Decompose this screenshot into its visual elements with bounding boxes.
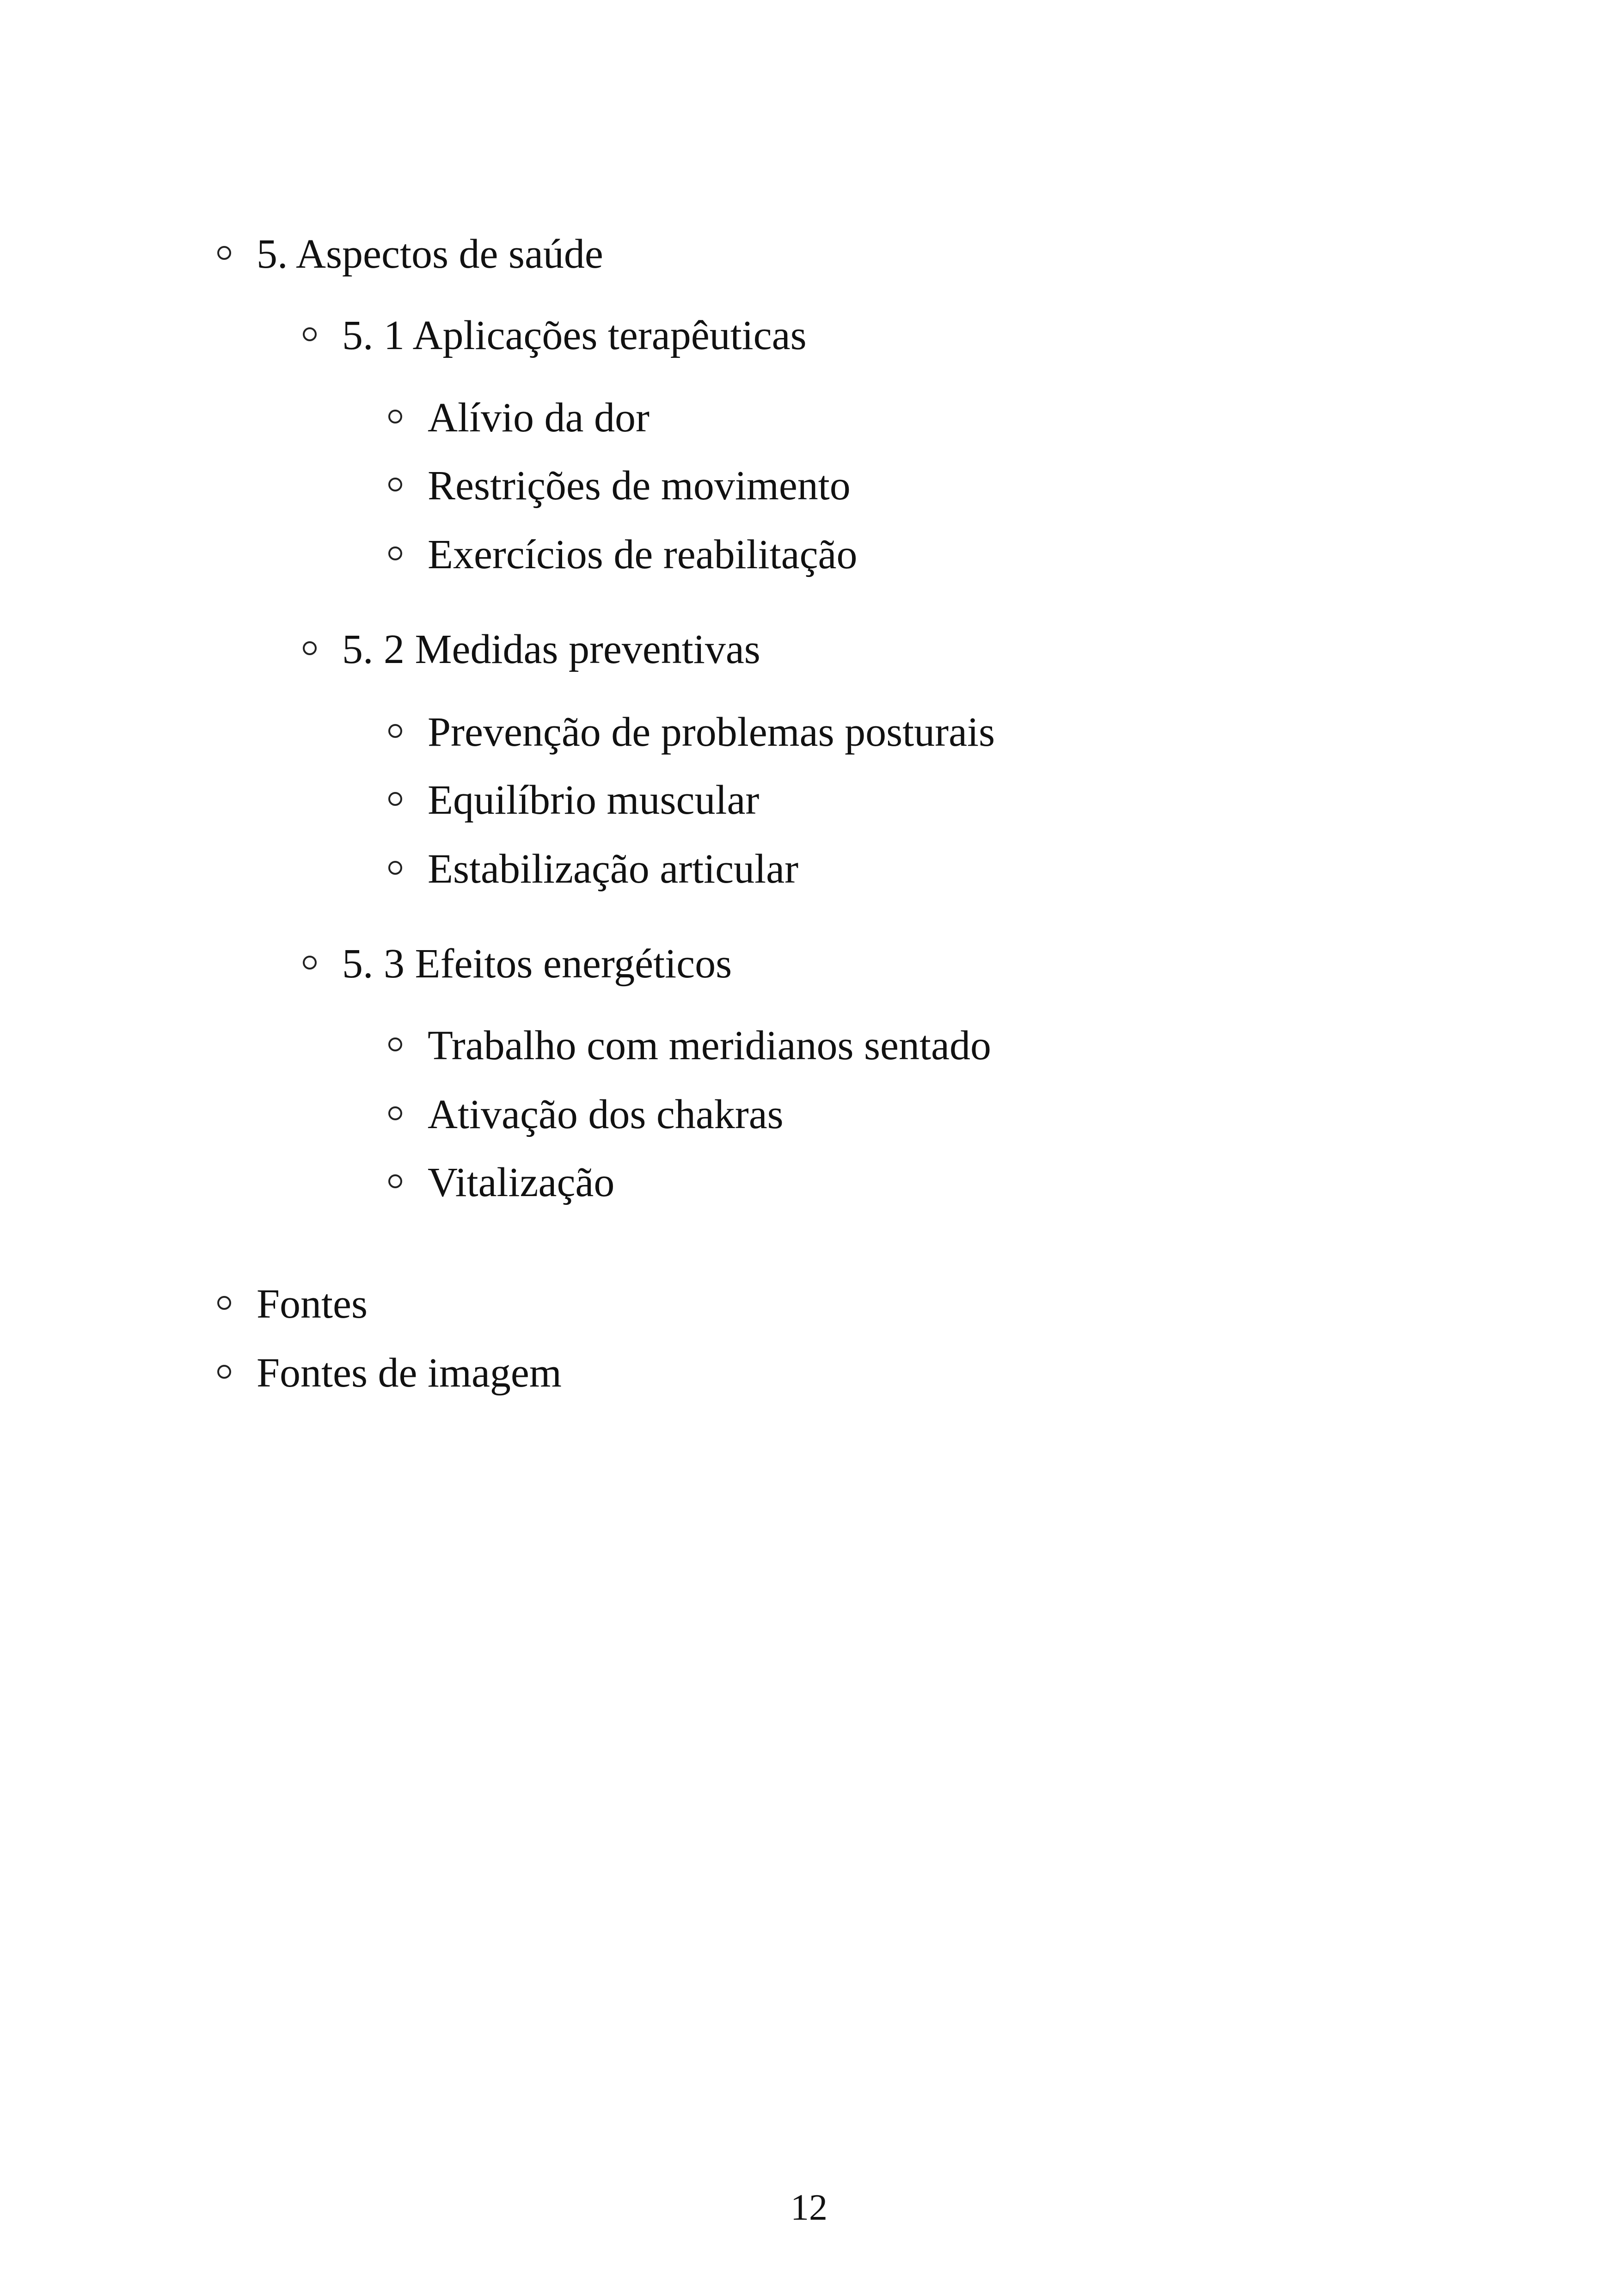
toc-item-label: 5. Aspectos de saúde [257, 231, 603, 277]
hollow-circle-bullet-icon [303, 641, 317, 655]
toc-item-label: Exercícios de reabilitação [428, 532, 858, 577]
hollow-circle-bullet-icon [217, 1365, 231, 1379]
hollow-circle-bullet-icon [303, 956, 317, 970]
hollow-circle-bullet-icon [388, 478, 402, 491]
toc-item-label: Fontes de imagem [257, 1350, 562, 1396]
hollow-circle-bullet-icon [388, 546, 402, 560]
toc-item-label: Prevenção de problemas posturais [428, 709, 995, 755]
hollow-circle-bullet-icon [217, 1296, 231, 1310]
toc-item-label: Restrições de movimento [428, 463, 851, 509]
toc-item-label: Trabalho com meridianos sentado [428, 1023, 991, 1068]
toc-item-label: Alívio da dor [428, 395, 650, 441]
toc-item-label: 5. 1 Aplicações terapêuticas [342, 313, 807, 358]
toc-item-label: 5. 2 Medidas preventivas [342, 626, 760, 672]
toc-item-label: Equilíbrio muscular [428, 777, 760, 823]
toc-item-label: 5. 3 Efeitos energéticos [342, 941, 732, 987]
hollow-circle-bullet-icon [388, 724, 402, 738]
hollow-circle-bullet-icon [388, 1037, 402, 1051]
hollow-circle-bullet-icon [388, 1106, 402, 1120]
toc-item-label: Vitalização [428, 1160, 615, 1205]
hollow-circle-bullet-icon [388, 1174, 402, 1188]
page-number: 12 [791, 2187, 827, 2228]
hollow-circle-bullet-icon [388, 861, 402, 875]
hollow-circle-bullet-icon [388, 410, 402, 424]
toc-item-label: Ativação dos chakras [428, 1092, 784, 1137]
toc-item-label: Estabilização articular [428, 846, 799, 892]
hollow-circle-bullet-icon [388, 792, 402, 806]
toc-item-label: Fontes [257, 1281, 368, 1327]
hollow-circle-bullet-icon [303, 327, 317, 341]
hollow-circle-bullet-icon [217, 246, 231, 260]
